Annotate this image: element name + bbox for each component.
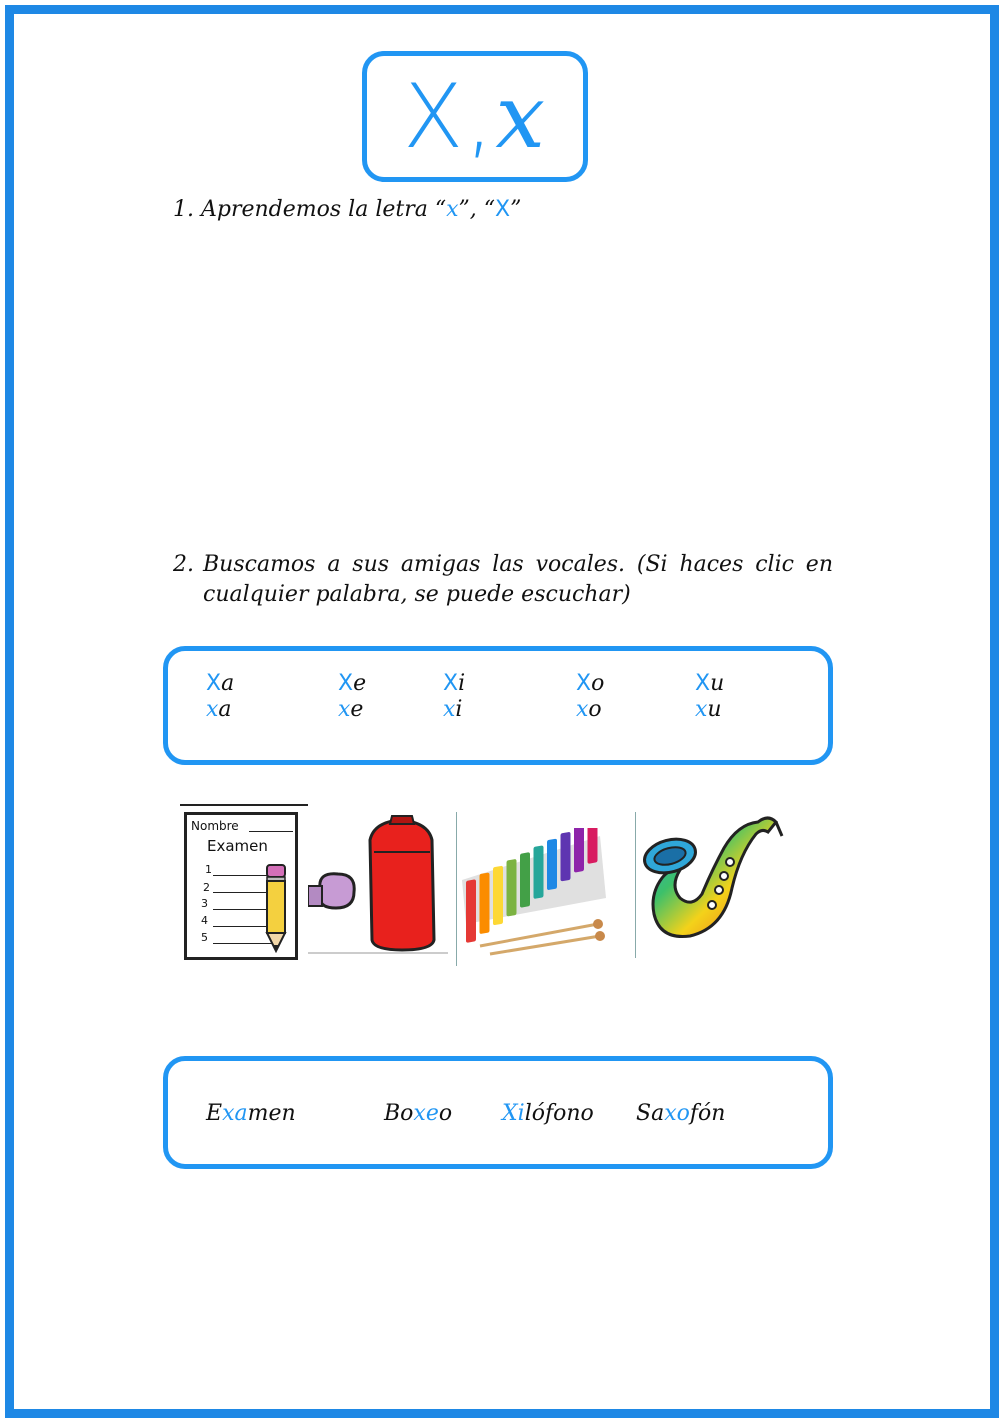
xylophone-bar xyxy=(520,852,530,908)
xylophone-bar xyxy=(561,832,571,882)
instruction-1: 1. Aprendemos la letra “x”, “X” xyxy=(173,197,522,222)
exam-line-number: 4 xyxy=(201,914,208,927)
mallet-head xyxy=(595,931,605,941)
xylophone-bar xyxy=(480,872,490,934)
saxophone-icon xyxy=(640,810,785,955)
divider xyxy=(635,812,636,958)
xylophone-bar xyxy=(574,828,584,873)
syllable-xi[interactable]: Xi xi xyxy=(443,671,466,722)
exam-line-number: 3 xyxy=(201,897,208,910)
syllable-xa[interactable]: Xa xa xyxy=(206,671,235,722)
pencil-icon xyxy=(261,863,291,953)
xylophone-bar xyxy=(493,866,503,926)
saxophone-picture[interactable] xyxy=(640,810,785,955)
exam-nombre-label: Nombre xyxy=(191,819,239,833)
words-box xyxy=(163,1056,833,1169)
instruction-2: 2. Buscamos a sus amigas las vocales. (Si haces clic en cualquier palabra, se puede escuchar) xyxy=(173,552,833,607)
xylophone-bar xyxy=(507,859,517,917)
syllable-xo[interactable]: Xo xo xyxy=(576,671,605,722)
exam-title: Examen xyxy=(207,837,268,855)
word-xilofono[interactable]: Xilófono xyxy=(502,1101,594,1126)
syllables-box xyxy=(163,646,833,765)
syllable-xe[interactable]: Xe xe xyxy=(338,671,367,722)
exam-line-number: 2 xyxy=(203,881,210,894)
exam-line-number: 5 xyxy=(201,931,208,944)
word-boxeo[interactable]: Boxeo xyxy=(384,1101,453,1126)
exam-sheet xyxy=(184,812,298,960)
mallet-stick xyxy=(490,936,600,954)
word-examen[interactable]: Examen xyxy=(206,1101,296,1126)
title-box xyxy=(362,51,588,182)
word-saxofon[interactable]: Saxofón xyxy=(636,1101,726,1126)
xylophone-bar xyxy=(534,845,544,899)
syllable-xu[interactable]: Xu xu xyxy=(695,671,725,722)
xylophone-icon xyxy=(460,828,608,958)
title-letters: X,x xyxy=(403,64,547,168)
exam-picture[interactable] xyxy=(180,804,308,958)
divider xyxy=(456,812,457,966)
exam-line-number: 1 xyxy=(205,863,212,876)
mallet-stick xyxy=(480,924,598,946)
xylophone-bar xyxy=(466,879,476,943)
xylophone-bar xyxy=(547,838,557,890)
punching-bag-icon xyxy=(308,812,448,958)
exam-top-line xyxy=(180,804,308,806)
xylophone-bar xyxy=(588,828,598,864)
boxing-picture[interactable] xyxy=(308,812,448,958)
mallet-head xyxy=(593,919,603,929)
xylophone-picture[interactable] xyxy=(460,828,608,958)
